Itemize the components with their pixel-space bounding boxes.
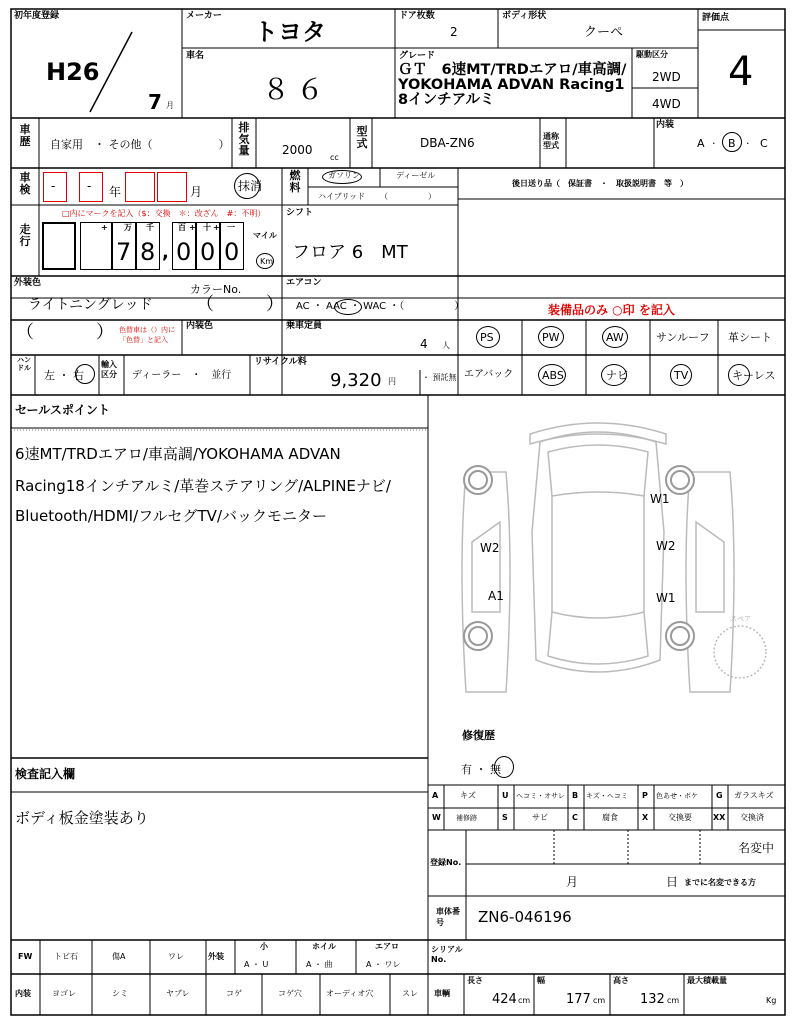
vin-label: 車体番号 <box>436 907 460 927</box>
mileage-separator: , <box>162 242 169 263</box>
legend-c-text: 腐食 <box>602 813 618 822</box>
legend-g-code: G <box>716 791 723 800</box>
height-value: 132 <box>640 992 665 1007</box>
documents-label: 後日送り品（ 保証書 ・ 取扱説明書 等 ） <box>512 179 688 188</box>
name-value: ８６ <box>262 73 331 106</box>
legend-x-code: X <box>642 813 649 822</box>
exterior-bottom-label: 外装 <box>208 952 224 961</box>
interior-grade-label: 内装 <box>656 120 675 130</box>
doors-label: ドア枚数 <box>399 11 435 21</box>
size-label: 車輌 <box>434 989 450 998</box>
wheel-label: ホイル <box>312 942 336 951</box>
serial-label: シリアルNo. <box>431 945 463 964</box>
fuel-label: 燃料 <box>289 169 301 194</box>
spare-label: スペア <box>730 615 751 623</box>
mileage-plus-2: + <box>189 223 196 232</box>
name-label: 車名 <box>186 51 205 61</box>
equip-abs: ABS <box>542 369 564 382</box>
legend-c-code: C <box>572 813 578 822</box>
width-value: 177 <box>566 992 591 1007</box>
model-value: DBA-ZN6 <box>420 136 475 150</box>
legend-a-text: キズ <box>460 791 476 800</box>
first-reg-month-unit: 月 <box>166 101 174 110</box>
vin-value: ZN6-046196 <box>478 908 572 926</box>
equip-abs-circle <box>538 364 566 386</box>
repair-label: 修復歴 <box>462 729 495 742</box>
legend-b-code: B <box>572 791 579 800</box>
first-reg-label: 初年度登録 <box>14 11 60 21</box>
legend-w-code: W <box>432 813 441 822</box>
damage-mark-w2-right: W2 <box>656 539 676 553</box>
fuel-gasoline: ガソリン <box>328 171 360 180</box>
mileage-plus-3: + <box>213 223 220 232</box>
legend-u-code: U <box>502 791 509 800</box>
handle-label: ハンドル <box>17 356 31 372</box>
maker-value: トヨタ <box>254 18 326 46</box>
mileage-digit-4: 0 <box>200 238 216 266</box>
tsusho-label: 通称型式 <box>543 132 559 150</box>
aircon-value: AC ・ AAC ・ WAC ・（ ） <box>296 301 465 312</box>
interior-yabure: ヤブレ <box>166 989 190 998</box>
score-value: 4 <box>728 49 754 95</box>
fuel-other: （ ） <box>380 192 436 201</box>
capacity-label: 乗車定員 <box>286 321 323 331</box>
damage-mark-w2-left: W2 <box>480 541 500 555</box>
interior-shimi: シミ <box>112 989 128 998</box>
body-label: ボディ形状 <box>502 11 547 21</box>
legend-a-code: A <box>432 791 439 800</box>
color-change-paren-close: ） <box>96 322 114 343</box>
interior-kogeana: コゲ穴 <box>278 989 302 998</box>
length-label: 長さ <box>467 976 483 985</box>
first-reg-month: 7 <box>148 90 162 114</box>
load-label: 最大積載量 <box>687 976 727 985</box>
displacement-value: 2000 <box>282 143 313 157</box>
registration-label: 登録No. <box>430 858 462 867</box>
check-note: ボディ板金塗装あり <box>15 809 149 827</box>
fw-kizu: 傷A <box>112 952 126 961</box>
legend-p-text: 色あせ・ボケ <box>656 792 698 800</box>
equip-aw: AW <box>606 331 624 344</box>
deposit-label: ・ 預託無 <box>422 373 457 382</box>
registration-day: 日 <box>666 875 679 889</box>
load-unit: Kg <box>766 996 777 1005</box>
interior-grade-a: A <box>697 137 705 150</box>
mileage-digit-5: 0 <box>224 238 240 266</box>
first-reg-era: H26 <box>46 58 100 86</box>
sales-line-2: Racing18インチアルミ/革巻ステアリング/ALPINEナビ/ <box>15 477 391 495</box>
length-value: 424 <box>492 992 517 1007</box>
height-unit: cm <box>667 996 680 1005</box>
aircon-label: エアコン <box>286 278 322 288</box>
equip-tv: TV <box>674 369 689 382</box>
check-label: 検査記入欄 <box>15 767 76 781</box>
aircon-circle <box>334 299 362 315</box>
equip-airbag: エアバック <box>464 369 514 380</box>
import-value: ディーラー ・ 並行 <box>132 370 232 381</box>
fuel-hybrid: ハイブリッド <box>318 192 366 201</box>
color-change-note: 色替車は（）内に「色替」と記入 <box>119 326 175 344</box>
aero-value: A ・ ワレ <box>366 960 401 969</box>
registration-deadline: までに名変できる方 <box>684 878 756 887</box>
mileage-unit-ichi: 一 <box>227 223 235 232</box>
interior-yogore: ヨゴレ <box>52 989 76 998</box>
equip-header: 装備品のみ ○印 を記入 <box>548 303 675 317</box>
aero-label: エアロ <box>375 942 399 951</box>
fuel-gasoline-circle <box>322 170 362 184</box>
legend-s-text: サビ <box>532 813 548 822</box>
inspection-month-unit: 月 <box>190 185 203 199</box>
mileage-plus-1: + <box>101 223 108 232</box>
auction-sheet: 初年度登録 H26 7 月 メーカー トヨタ ドア枚数 2 ボディ形状 クーペ 評価点 4 車名 ８６ グレード ＧＴ 6速MT/TRDエアロ/車高調/YOKOHAMA ADVAN Racing18インチアルミ 駆動区分 2WD 4WD 車歴 自家用 ・ その他（ ） 排気量 2000 cc 型式 DBA-ZN6 通称型式 内装 A · B · C 車検 - - 年 月 抹消 燃料 ガソリン ディーゼル ハイブリッド （ ） 後日送り品（ 保証書 ・ 取扱説明書 等 ） 走行 □内にマークを記入（$：交換 ＊：改ざん #：不明） + 万 千 百 + 十 + 一 7 8 , 0 0 0 マイル Km シフト フロア 6 MT 外装色 ライトニングレッド カラーNo. （ ） エアコン AC ・ AAC ・ WAC ・（ ） 装備品のみ ○印 を記入 （ ） 色替車は（）内に「色替」と記入 内装色 乗車定員 4 人 PS PW AW サンルーフ 革シート エアバック ABS ナビ TV キーレス ハンドル 左 ・ 右 輸入区分 ディーラー ・ 並行 リサイクル料 9,320 円 ・ 預託無 セールスポイント 6速MT/TRDエアロ/車高調/YOKOHAMA ADVAN Racing18インチアルミ/革巻ステアリング/ALPINEナビ/ Bluetooth/HDMI/フルセグTV/バックモニター W1 W2 A1 W2 W1 スペア 修復歴 有 ・ 無 A キズ U ヘコミ・オサレ B キズ・ヘコミ P 色あせ・ボケ G ガラスキズ W 補修跡 S サビ C 腐食 X 交換要 XX 交換済 検査記入欄 ボディ板金塗装あり 登録No. 名変中 月 日 までに名変できる方 車体番号 ZN6-046196 FW トビ石 傷A ワレ 外装 小 A ・ U ホイル A ・ 曲 エアロ A ・ ワレ シリアルNo. 内装 ヨゴレ シミ ヤブレ コゲ コゲ穴 オーディオ穴 スレ 車輌 長さ 424 cm 幅 177 cm 高さ 132 cm 最大積載量 Kg <box>0 0 800 1024</box>
mileage-digit-box-0 <box>42 222 76 270</box>
legend-u-text: ヘコミ・オサレ <box>516 792 565 800</box>
legend-p-code: P <box>642 791 648 800</box>
equip-ps-circle <box>476 326 500 348</box>
mileage-digit-1: 7 <box>116 238 132 266</box>
unregistered-circle <box>234 173 263 199</box>
inspection-year-unit: 年 <box>109 185 122 199</box>
damage-mark-w1-right: W1 <box>656 591 676 605</box>
legend-b-text: キズ・ヘコミ <box>586 792 628 800</box>
doors-value: 2 <box>450 25 458 39</box>
grade-label: グレード <box>399 51 436 61</box>
inspection-year-dash1: - <box>51 179 56 193</box>
mile-label: マイル <box>253 231 277 240</box>
exterior-small-label: 小 <box>260 942 268 951</box>
handle-value: 左 ・ 右 <box>44 369 84 382</box>
score-label: 評価点 <box>702 13 730 23</box>
shift-label: シフト <box>286 208 314 218</box>
fuel-diesel: ディーゼル <box>396 171 436 180</box>
exterior-color-label: 外装色 <box>14 278 42 288</box>
damage-mark-a1-left: A1 <box>488 589 504 603</box>
mileage-label: 走行 <box>19 223 31 248</box>
equip-aw-circle <box>602 326 628 348</box>
interior-grade-b: B <box>728 137 736 150</box>
car-diagram <box>428 412 785 712</box>
legend-xx-code: XX <box>713 813 726 822</box>
mileage-unit-hyaku: 百 <box>178 223 186 232</box>
equip-tv-circle <box>670 364 692 386</box>
mileage-unit-man: 万 <box>124 223 132 232</box>
fw-label: FW <box>18 952 33 961</box>
interior-grade-circle <box>722 132 742 152</box>
color-code-paren-close: ） <box>266 294 284 315</box>
fw-tobiishi: トビ石 <box>54 952 78 961</box>
history-label: 車歴 <box>19 123 31 148</box>
handle-circle <box>75 364 95 384</box>
maker-label: メーカー <box>186 11 222 21</box>
wheel-value: A ・ 曲 <box>306 960 333 969</box>
model-label: 型式 <box>356 125 368 150</box>
recycle-label: リサイクル料 <box>254 357 307 367</box>
drive-2wd: 2WD <box>652 70 681 84</box>
mileage-digit-3: 0 <box>176 238 192 266</box>
recycle-unit: 円 <box>388 377 396 386</box>
equip-pw-circle <box>538 326 564 348</box>
legend-w-text: 補修跡 <box>456 814 477 822</box>
color-code-paren-open: （ <box>196 294 214 315</box>
displacement-unit: cc <box>330 153 339 162</box>
legend-g-text: ガラスキズ <box>734 791 774 800</box>
exterior-color-value: ライトニングレッド <box>28 297 153 313</box>
equip-keyless-circle <box>728 364 750 386</box>
capacity-unit: 人 <box>442 341 450 350</box>
shift-value: フロア 6 MT <box>292 242 408 263</box>
repair-circle <box>494 756 514 778</box>
equip-leather: 革シート <box>728 331 772 344</box>
inspection-year-dash2: - <box>87 179 92 193</box>
interior-grade-c: C <box>760 137 768 150</box>
equip-pw: PW <box>542 331 560 344</box>
interior-audio: オーディオ穴 <box>326 989 374 998</box>
legend-xx-text: 交換済 <box>740 813 764 822</box>
interior-bottom-label: 内装 <box>15 989 31 998</box>
mileage-unit-sen: 千 <box>146 223 154 232</box>
history-value: 自家用 ・ その他（ ） <box>50 138 230 151</box>
grade-value: ＧＴ 6速MT/TRDエアロ/車高調/YOKOHAMA ADVAN Racing18インチアルミ <box>398 62 627 108</box>
color-code-label: カラーNo. <box>190 283 242 296</box>
registration-month-unit: 月 <box>566 875 579 889</box>
mileage-unit-jyu: 十 <box>203 223 211 232</box>
sales-line-3: Bluetooth/HDMI/フルセグTV/バックモニター <box>15 507 327 525</box>
interior-sure: スレ <box>402 989 418 998</box>
legend-s-code: S <box>502 813 508 822</box>
exterior-small-value: A ・ U <box>244 960 269 969</box>
import-label: 輸入区分 <box>101 360 117 379</box>
width-unit: cm <box>593 996 606 1005</box>
equip-navi-circle <box>601 364 627 386</box>
inspection-label: 車検 <box>19 171 31 196</box>
height-label: 高さ <box>613 976 629 985</box>
name-change-label: 名変中 <box>738 841 775 855</box>
interior-color-label: 内装色 <box>186 321 214 331</box>
repair-options: 有 ・ 無 <box>461 763 501 776</box>
capacity-value: 4 <box>420 337 428 351</box>
displacement-label: 排気量 <box>238 121 250 158</box>
unregistered-label: 抹消 <box>238 179 263 193</box>
equip-keyless: キーレス <box>732 369 776 382</box>
width-label: 幅 <box>537 976 545 985</box>
sales-line-1: 6速MT/TRDエアロ/車高調/YOKOHAMA ADVAN <box>15 445 341 463</box>
recycle-value: 9,320 <box>330 370 382 391</box>
mileage-digit-2: 8 <box>140 238 156 266</box>
km-label: Km <box>260 257 274 266</box>
legend-x-text: 交換要 <box>668 813 692 822</box>
interior-koge: コゲ <box>226 989 242 998</box>
mileage-note: □内にマークを記入（$：交換 ＊：改ざん #：不明） <box>62 209 266 218</box>
equip-sunroof: サンルーフ <box>656 331 710 344</box>
equip-navi: ナビ <box>606 369 628 382</box>
body-value: クーペ <box>584 25 624 40</box>
km-circle <box>256 253 274 269</box>
color-change-paren-open: （ <box>16 322 34 343</box>
sales-label: セールスポイント <box>15 403 110 417</box>
damage-mark-w1-right-front: W1 <box>650 492 670 506</box>
drive-label: 駆動区分 <box>636 50 668 59</box>
drive-4wd: 4WD <box>652 97 681 111</box>
equip-ps: PS <box>480 331 494 344</box>
length-unit: cm <box>518 996 531 1005</box>
fw-ware: ワレ <box>168 952 184 961</box>
